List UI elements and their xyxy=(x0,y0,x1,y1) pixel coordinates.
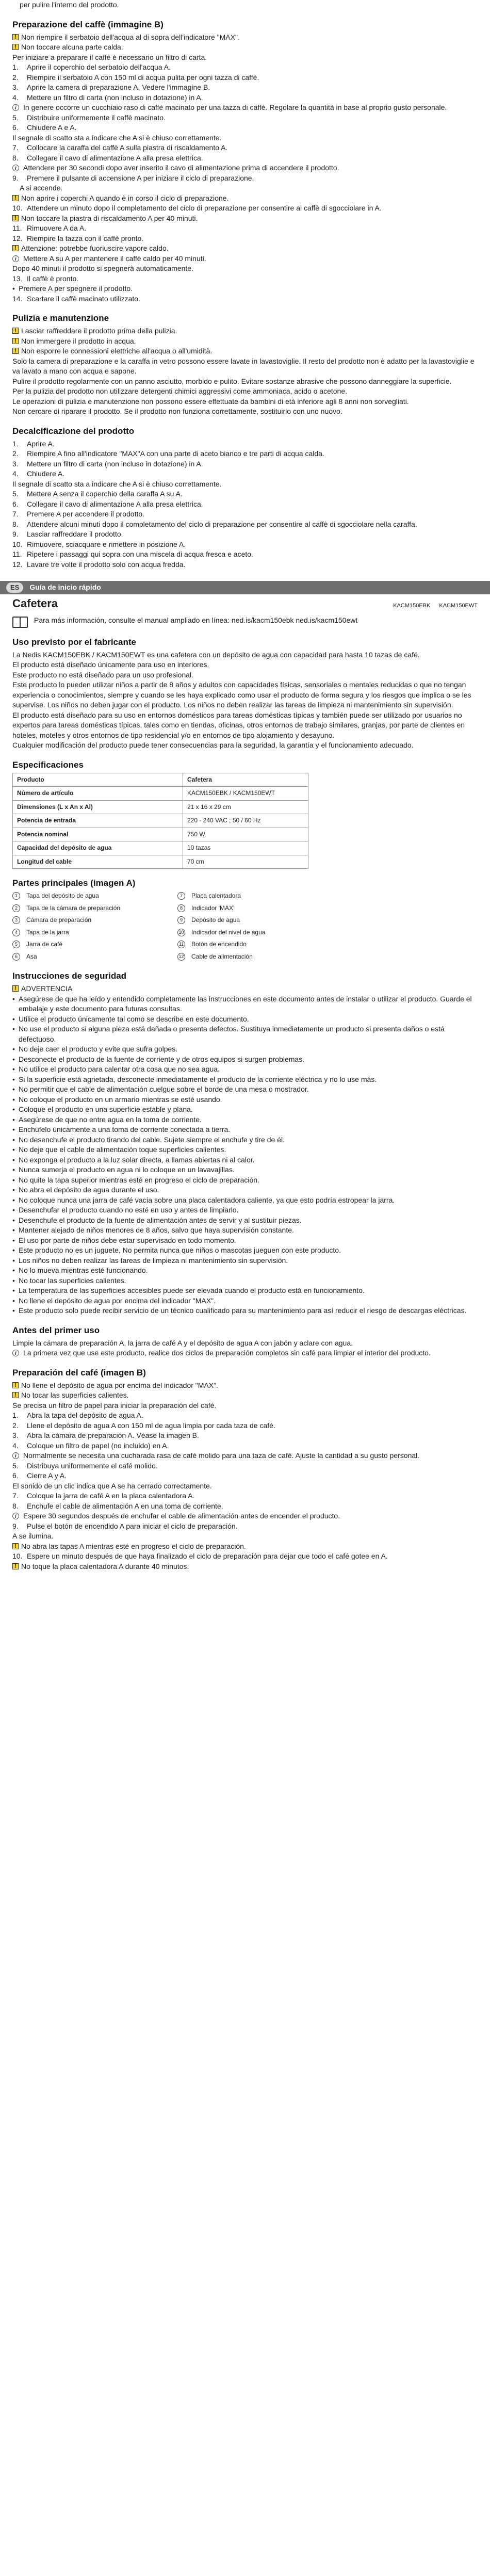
step-item: 1. Aprire il coperchio del serbatoio dell'acqua A. xyxy=(12,63,171,71)
step-item: 3. Mettere un filtro di carta (non incluso in dotazione) in A. xyxy=(12,459,203,468)
bullet-dot: • xyxy=(12,1306,15,1315)
safety-bullet-text: No deje que el cable de alimentación toque superficies calientes. xyxy=(19,1145,226,1154)
step-item: 4. Coloque un filtro de papel (no incluido) en A. xyxy=(12,1441,169,1450)
step-item: 12. Lavare tre volte il prodotto solo con acqua fredda. xyxy=(12,560,186,569)
steps-list xyxy=(12,274,478,284)
note-line: i Mettere A su A per mantenere il caffè caldo per 40 minuti. xyxy=(12,254,478,264)
step-item: 2. Llene el depósito de agua A con 150 ml de agua limpia por cada taza de café. xyxy=(12,1421,275,1430)
step-item: 8. Enchufe el cable de alimentación A en una toma de corriente. xyxy=(12,1501,223,1510)
info-icon xyxy=(12,104,19,111)
table-row: Potencia nominal 750 W xyxy=(13,828,308,841)
warning-icon xyxy=(12,1563,19,1569)
paragraph: Non cercare di riparare il prodotto. Se il prodotto non funziona correttamente, sostituirlo con uno nuovo. xyxy=(12,407,342,415)
bullet-dot: • xyxy=(12,1186,15,1194)
warning-icon xyxy=(12,1392,19,1398)
steps-list xyxy=(12,1461,478,1481)
paragraph: Solo la camera di preparazione e la caraffa in vetro possono essere lavate in lavastoviglie. Il resto del prodotto non è adatto per la lavastoviglie e va lavato a mano con acqua e sapone. xyxy=(12,357,475,375)
safety-bullet-text: Desconecte el producto de la fuente de corriente y de otros equipos si surgen problemas. xyxy=(19,1055,305,1063)
step-item: 5. Distribuire uniformemente il caffè macinato. xyxy=(12,113,166,122)
paragraph: El producto está diseñado para su uso en entornos domésticos para tareas domésticas típicas y también puede ser utilizado por usuarios no expertos para tareas domésticas típicas, tales como en tiendas, oficinas, otros entornos de trabajo similares, granjas, por parte de clientes en hoteles, moteles y otros entornos de tipo residencial y/o en entornos de tipo alojamiento y desayuno. xyxy=(12,710,465,739)
steps-list xyxy=(12,1551,478,1562)
safety-bullet-text: No tocar las superficies calientes. xyxy=(19,1276,126,1285)
step-item: 1. Aprire A. xyxy=(12,439,55,448)
warning-icon xyxy=(12,985,19,992)
paragraph: Limpie la cámara de preparación A, la jarra de café A y el depósito de agua A con jabón y aclare con agua. xyxy=(12,1338,353,1347)
part-item: 11 Botón de encendido xyxy=(177,939,342,950)
steps-list xyxy=(12,294,478,304)
bullet-dot: • xyxy=(12,1025,15,1033)
safety-bullet-text: Asegúrese de que ha leído y entendido completamente las instrucciones en este documento antes de instalar o utilizar el producto. Guarde el embalaje y este documento para futuras consultas. xyxy=(19,994,472,1013)
safety-bullet-item xyxy=(12,1225,478,1236)
step-item: 4. Mettere un filtro di carta (non incluso in dotazione) in A. xyxy=(12,93,203,102)
warning-line: ! Non aprire i coperchi A quando è in corso il ciclo di preparazione. xyxy=(12,193,478,204)
paragraph: Le operazioni di pulizia e manutenzione non possono essere effettuate da bambini di età inferiore agli 8 anni non sorvegliati. xyxy=(12,397,409,406)
bullet-dot: • xyxy=(12,1075,15,1083)
warning-icon xyxy=(12,215,19,221)
steps-list xyxy=(12,489,478,570)
safety-bullet-text: No lo mueva mientras esté funcionando. xyxy=(19,1266,148,1274)
es-parts-title: Partes principales (imagen A) xyxy=(12,878,136,888)
it-descale-title: Decalcificazione del prodotto xyxy=(12,426,135,436)
it-clean-title: Pulizia e manutenzione xyxy=(12,313,109,323)
language-badge: ES xyxy=(6,582,23,593)
product-title: Cafetera xyxy=(12,597,58,610)
warning-line: ! Non toccare la piastra di riscaldamento A per 40 minuti. xyxy=(12,214,478,224)
bullet-dot: • xyxy=(12,1216,15,1224)
safety-bullet-text: Desenchufar el producto cuando no esté en uso y antes de limpiarlo. xyxy=(19,1206,239,1214)
bullet-dot: • xyxy=(12,1165,15,1174)
es-parts-section xyxy=(12,878,478,962)
paragraph: Este producto lo pueden utilizar niños a partir de 8 años y adultos con capacidades físicas, sensoriales o mentales reducidas o que no tengan experiencia o conocimientos, siempre y cuando se les haya explicado como usar el producto de forma segura y los riesgos que implica o se les supervise. Los niños no deben jugar con el producto. Los niños no deben realizar las tareas de limpieza ni mantenimiento sin supervisión. xyxy=(12,681,471,709)
warning-icon xyxy=(12,195,19,201)
safety-bullet-text: No exponga el producto a la luz solar directa, a llamas abiertas ni al calor. xyxy=(19,1155,255,1164)
safety-bullet-text: Coloque el producto en una superficie estable y plana. xyxy=(19,1105,193,1113)
bullet-item: • Premere A per spegnere il prodotto. xyxy=(12,284,133,293)
product-title-row xyxy=(12,596,478,611)
note-line: i Normalmente se necesita una cucharada rasa de café molido para una taza de café. Ajuste la cantidad a su gusto personal. xyxy=(12,1451,478,1461)
safety-bullet-item xyxy=(12,1256,478,1266)
step-item: 7. Coloque la jarra de café A en la placa calentadora A. xyxy=(12,1492,195,1500)
bullet-dot: • xyxy=(12,1195,15,1204)
warning-icon xyxy=(12,348,19,354)
sound-text: Il segnale di scatto sta a indicare che A si è chiuso correttamente. xyxy=(12,479,222,488)
table-row: Número de artículo KACM150EBK / KACM150EWT xyxy=(13,787,308,801)
table-row: Potencia de entrada 220 - 240 VAC ; 50 / 60 Hz xyxy=(13,814,308,828)
step-item: 7. Collocare la caraffa del caffè A sulla piastra di riscaldamento A. xyxy=(12,143,228,152)
safety-bullet-text: Desenchufe el producto de la fuente de alimentación antes de servir y al sustituir piezas. xyxy=(19,1216,302,1224)
safety-bullet-item xyxy=(12,1175,478,1186)
warning-line: ! Attenzione: potrebbe fuoriuscire vapore caldo. xyxy=(12,244,478,254)
safety-bullet-item xyxy=(12,1125,478,1135)
bullet-dot: • xyxy=(12,1145,15,1154)
bullet-dot: • xyxy=(12,1175,15,1184)
it-clean-section xyxy=(12,313,478,417)
page xyxy=(12,0,478,1571)
steps-list xyxy=(12,1491,478,1511)
table-header-row xyxy=(13,773,308,787)
bullet-dot: • xyxy=(12,1276,15,1285)
bullet-dot: • xyxy=(12,1155,15,1164)
bullet-dot: • xyxy=(12,1236,15,1244)
note-line: i Espere 30 segundos después de enchufar el cable de alimentación antes de encender el producto. xyxy=(12,1511,478,1521)
safety-bullet-text: Este producto solo puede recibir servicio de un técnico cualificado para su mantenimiento para así reducir el riesgo de descargas eléctricas. xyxy=(19,1306,467,1315)
warning-label: ! ADVERTENCIA xyxy=(12,984,478,994)
part-item: 1 Tapa del depósito de agua xyxy=(12,891,177,901)
safety-bullet-item xyxy=(12,1165,478,1175)
safety-bullet-text: No permitir que el cable de alimentación cuelgue sobre el borde de una mesa o mostrador. xyxy=(19,1085,309,1093)
step-item: 8. Attendere alcuni minuti dopo il completamento del ciclo di preparazione per consentire al caffè di sgocciolare nella caraffa. xyxy=(12,520,417,528)
safety-bullet-item xyxy=(12,994,478,1014)
safety-bullet-item xyxy=(12,1195,478,1206)
step-continuation: A se ilumina. xyxy=(12,1532,54,1540)
es-safety-section xyxy=(12,970,478,1316)
warning-line: ! No toque la placa calentadora A durante 40 minutos. xyxy=(12,1562,478,1572)
bullet-dot: • xyxy=(12,994,15,1003)
safety-bullet-item xyxy=(12,1276,478,1286)
step-item: 14. Scartare il caffè macinato utilizzato. xyxy=(12,294,140,303)
bullet-dot: • xyxy=(12,1085,15,1093)
step-item: 11. Rimuovere A da A. xyxy=(12,224,87,232)
step-item: 7. Premere A per accendere il prodotto. xyxy=(12,510,145,518)
step-item: 10. Rimuovere, sciacquare e rimettere in posizione A. xyxy=(12,540,186,548)
warning-icon xyxy=(12,328,19,334)
warning-line: ! No llene el depósito de agua por encima del indicador "MAX". xyxy=(12,1381,478,1391)
safety-bullet-item xyxy=(12,1055,478,1065)
bullet-dot: • xyxy=(12,1256,15,1265)
safety-bullet-item xyxy=(12,1266,478,1276)
step-item: 3. Aprire la camera di preparazione A. Vedere l'immagine B. xyxy=(12,83,210,91)
info-icon xyxy=(12,1513,19,1519)
safety-bullet-text: No deje caer el producto y evite que sufra golpes. xyxy=(19,1045,178,1053)
step-item: 13. Il caffè è pronto. xyxy=(12,274,79,283)
bullet-dot: • xyxy=(12,1115,15,1124)
warning-icon xyxy=(12,34,19,40)
it-descale-section xyxy=(12,426,478,570)
safety-bullet-item xyxy=(12,1095,478,1105)
continuation-text: per pulire l'interno del prodotto. xyxy=(20,1,119,9)
steps-list xyxy=(12,1521,478,1532)
safety-bullet-text: No desenchufe el producto tirando del cable. Sujete siempre el enchufe y tire de él. xyxy=(19,1135,285,1144)
manual-note xyxy=(12,615,478,628)
safety-bullet-text: Nunca sumerja el producto en agua ni lo coloque en un lavavajillas. xyxy=(19,1165,235,1174)
part-item: 6 Asa xyxy=(12,952,177,962)
warning-icon xyxy=(12,44,19,50)
es-use-section xyxy=(12,637,478,751)
safety-bullet-text: Este producto no es un juguete. No permita nunca que niños o mascotas jueguen con este producto. xyxy=(19,1246,341,1254)
parts-list xyxy=(12,891,478,962)
safety-bullet-text: No coloque el producto en un armario mientras se esté usando. xyxy=(19,1095,222,1104)
part-item: 2 Tapa de la cámara de preparación xyxy=(12,903,177,914)
safety-bullet-item xyxy=(12,1064,478,1075)
safety-bullet-item xyxy=(12,1115,478,1125)
safety-bullet-text: No quite la tapa superior mientras esté en progreso el ciclo de preparación. xyxy=(19,1175,259,1184)
note-line: i In genere occorre un cucchiaio raso di caffè macinato per una tazza di caffè. Regolare la quantità in base al proprio gusto personale. xyxy=(12,103,478,113)
table-row: Dimensiones (L x An x Al) 21 x 16 x 29 cm xyxy=(13,800,308,814)
es-specs-section xyxy=(12,759,478,869)
safety-bullet-item xyxy=(12,1075,478,1085)
step-item: 10. Attendere un minuto dopo il completamento del ciclo di preparazione per consentire al caffè di sgocciolare in A. xyxy=(12,204,382,212)
es-use-title: Uso previsto por el fabricante xyxy=(12,637,136,647)
safety-bullet-item xyxy=(12,1014,478,1025)
safety-bullet-text: El uso por parte de niños debe estar supervisado en todo momento. xyxy=(19,1236,236,1244)
note-line: i Attendere per 30 secondi dopo aver inserito il cavo di alimentazione prima di accendere il prodotto. xyxy=(12,163,478,173)
safety-bullet-item xyxy=(12,1155,478,1165)
safety-bullet-item xyxy=(12,1135,478,1145)
safety-bullet-item xyxy=(12,1145,478,1155)
bullet-dot: • xyxy=(12,1125,15,1133)
bullet-dot: • xyxy=(12,1135,15,1144)
bullet-dot: • xyxy=(12,1246,15,1254)
step-item: 9. Lasciar raffreddare il prodotto. xyxy=(12,530,123,538)
it-brew-section xyxy=(12,19,478,304)
bullet-dot: • xyxy=(12,1045,15,1053)
steps-list xyxy=(12,173,478,184)
bullet-dot: • xyxy=(12,1105,15,1113)
step-item: 2. Riempire il serbatoio A con 150 ml di acqua pulita per ogni tazza di caffè. xyxy=(12,73,259,82)
part-item: 10 Indicador del nivel de agua xyxy=(177,928,342,938)
step-item: 5. Mettere A senza il coperchio della caraffa A su A. xyxy=(12,490,183,498)
product-codes xyxy=(386,601,478,611)
part-item: 3 Cámara de preparación xyxy=(12,915,177,926)
safety-bullet-item xyxy=(12,1296,478,1306)
safety-bullet-text: Si la superficie está agrietada, desconecte inmediatamente el producto de la corriente eléctrica y no lo use más. xyxy=(19,1075,377,1083)
safety-bullet-item xyxy=(12,1084,478,1095)
safety-bullet-text: Los niños no deben realizar las tareas de limpieza ni mantenimiento sin supervisión. xyxy=(19,1256,288,1265)
intro-text: Per iniziare a preparare il caffè è necessario un filtro di carta. xyxy=(12,53,207,61)
part-item: 5 Jarra de café xyxy=(12,939,177,950)
step-item: 4. Chiudere A. xyxy=(12,469,65,478)
bullet-dot: • xyxy=(12,1014,15,1023)
steps-list xyxy=(12,143,478,163)
safety-bullet-item xyxy=(12,1236,478,1246)
es-first-use-section xyxy=(12,1325,478,1358)
step-item: 2. Riempire A fino all'indicatore "MAX"A con una parte di aceto bianco e tre parti di acqua calda. xyxy=(12,449,324,458)
product-code: KACM150EBK xyxy=(393,603,431,609)
sound-text: Il segnale di scatto sta a indicare che A si è chiuso correttamente. xyxy=(12,133,222,142)
warning-line: ! Lasciar raffreddare il prodotto prima della pulizia. xyxy=(12,326,478,336)
warning-line: ! No abra las tapas A mientras esté en progreso el ciclo de preparación. xyxy=(12,1542,478,1552)
specs-table xyxy=(12,773,308,869)
steps-list xyxy=(12,1411,478,1451)
safety-bullet-item xyxy=(12,1205,478,1216)
paragraph: La Nedis KACM150EBK / KACM150EWT es una cafetera con un depósito de agua con capacidad para hasta 10 tazas de café. xyxy=(12,650,420,659)
bullet-dot: • xyxy=(12,1266,15,1274)
safety-bullet-text: Enchúfelo únicamente a una toma de corriente conectada a tierra. xyxy=(19,1125,231,1133)
part-item: 8 Indicador 'MAX' xyxy=(177,903,342,914)
bullet-dot: • xyxy=(12,1065,15,1073)
info-icon xyxy=(12,1350,19,1356)
safety-bullet-item xyxy=(12,1185,478,1195)
step-item: 11. Ripetere i passaggi qui sopra con una miscela di acqua fresca e aceto. xyxy=(12,550,253,558)
step-item: 6. Cierre A y A. xyxy=(12,1471,67,1480)
step-continuation: A si accende. xyxy=(20,184,63,192)
safety-bullet-text: Mantener alejado de niños menores de 8 años, salvo que haya supervisión constante. xyxy=(19,1226,294,1234)
step-item: 9. Pulse el botón de encendido A para iniciar el ciclo de preparación. xyxy=(12,1521,238,1530)
warning-line: ! Non riempire il serbatoio dell'acqua al di sopra dell'indicatore "MAX". xyxy=(12,33,478,43)
sound-text: El sonido de un clic indica que A se ha cerrado correctamente. xyxy=(12,1481,212,1490)
bullet-dot: • xyxy=(12,1296,15,1305)
safety-bullet-item xyxy=(12,1024,478,1044)
paragraph: Pulire il prodotto regolarmente con un panno asciutto, morbido e pulito. Evitare sostanze abrasive che possono danneggiare la superficie. xyxy=(12,377,452,385)
safety-bullet-text: La temperatura de las superficies accesibles puede ser elevada cuando el producto está en funcionamiento. xyxy=(19,1286,365,1294)
bullet-dot: • xyxy=(12,1226,15,1234)
es-first-title: Antes del primer uso xyxy=(12,1325,100,1335)
steps-list xyxy=(12,62,478,103)
auto-off-text: Dopo 40 minuti il prodotto si spegnerà automaticamente. xyxy=(12,264,193,272)
safety-bullet-item xyxy=(12,1216,478,1226)
product-code: KACM150EWT xyxy=(439,603,478,609)
safety-bullet-item xyxy=(12,1245,478,1256)
safety-bullet-item xyxy=(12,1044,478,1055)
steps-list xyxy=(12,439,478,479)
safety-list xyxy=(12,994,478,1316)
step-item: 9. Premere il pulsante di accensione A per iniziare il ciclo di preparazione. xyxy=(12,173,254,182)
bullet-dot: • xyxy=(12,1206,15,1214)
table-row: Longitud del cable 70 cm xyxy=(13,855,308,869)
step-item: 8. Collegare il cavo di alimentazione A alla presa elettrica. xyxy=(12,153,203,162)
safety-bullet-text: Utilice el producto únicamente tal como se describe en este documento. xyxy=(19,1014,249,1023)
step-item: 3. Abra la cámara de preparación A. Véase la imagen B. xyxy=(12,1431,199,1439)
safety-bullet-text: No use el producto si alguna pieza está dañada o presenta defectos. Sustituya inmediatamente un producto si presenta daños o está defectuoso. xyxy=(19,1025,445,1043)
safety-bullet-text: No coloque nunca una jarra de café vacía sobre una placa calentadora caliente, ya que esto podría estropear la jarra. xyxy=(19,1195,395,1204)
info-icon xyxy=(12,1452,19,1459)
safety-bullet-text: No abra el depósito de agua durante el uso. xyxy=(19,1186,159,1194)
es-safety-title: Instrucciones de seguridad xyxy=(12,971,127,981)
steps-list xyxy=(12,113,478,133)
info-icon xyxy=(12,165,19,171)
step-item: 5. Distribuya uniformemente el café molido. xyxy=(12,1461,158,1470)
step-item: 12. Riempire la tazza con il caffè pronto. xyxy=(12,234,144,242)
steps-list xyxy=(12,203,478,214)
es-brew-title: Preparación del café (imagen B) xyxy=(12,1367,146,1378)
paragraph: El producto está diseñado únicamente para uso en interiores. xyxy=(12,660,209,669)
note-line: i La primera vez que use este producto, realice dos ciclos de preparación completos sin café para limpiar el interior del producto. xyxy=(12,1348,478,1358)
step-item: 6. Chiudere A e A. xyxy=(12,123,77,132)
bullet-dot: • xyxy=(12,1286,15,1294)
bullet-dot: • xyxy=(12,1055,15,1063)
manual-book-icon xyxy=(12,617,28,628)
es-specs-title: Especificaciones xyxy=(12,759,84,770)
table-header-cell: Cafetera xyxy=(183,773,308,787)
language-section-bar xyxy=(0,581,490,594)
safety-bullet-text: No utilice el producto para calentar otra cosa que no sea agua. xyxy=(19,1065,220,1073)
paragraph: Cualquier modificación del producto puede tener consecuencias para la seguridad, la garantía y el funcionamiento adecuado. xyxy=(12,741,414,749)
warning-line: ! Non toccare alcuna parte calda. xyxy=(12,42,478,53)
safety-bullet-item xyxy=(12,1286,478,1296)
table-header-cell: Producto xyxy=(13,773,183,787)
language-section-title: Guía de inicio rápido xyxy=(29,583,101,592)
warning-line: ! Non immergere il prodotto in acqua. xyxy=(12,336,478,347)
safety-bullet-item xyxy=(12,1105,478,1115)
warning-icon xyxy=(12,1382,19,1388)
paragraph: Per la pulizia del prodotto non utilizzare detergenti chimici aggressivi come ammoniaca, acido o acetone. xyxy=(12,387,348,395)
bullet-dot: • xyxy=(12,1095,15,1104)
es-brew-section xyxy=(12,1367,478,1572)
warning-icon xyxy=(12,1543,19,1549)
manual-note-text: Para más información, consulte el manual ampliado en línea: ned.is/kacm150ebk ned.is/kacm150ewt xyxy=(34,615,358,624)
it-brew-title: Preparazione del caffè (immagine B) xyxy=(12,19,164,29)
part-item: 12 Cable de alimentación xyxy=(177,952,342,962)
step-item: 6. Collegare il cavo di alimentazione A alla presa elettrica. xyxy=(12,499,203,508)
paragraph: Este producto no está diseñado para un uso profesional. xyxy=(12,670,194,679)
part-item: 7 Placa calentadora xyxy=(177,891,342,901)
info-icon xyxy=(12,255,19,262)
intro-text: Se precisa un filtro de papel para iniciar la preparación del café. xyxy=(12,1401,217,1409)
safety-bullet-item xyxy=(12,1306,478,1316)
steps-list xyxy=(12,223,478,244)
warning-line: ! No tocar las superficies calientes. xyxy=(12,1390,478,1401)
part-item: 9 Depósito de agua xyxy=(177,915,342,926)
warning-icon xyxy=(12,338,19,344)
safety-bullet-text: No llene el depósito de agua por encima del indicador "MAX". xyxy=(19,1296,216,1305)
table-row: Capacidad del depósito de agua 10 tazas xyxy=(13,841,308,855)
warning-line: ! Non esporre le connessioni elettriche all'acqua o all'umidità. xyxy=(12,346,478,357)
part-item: 4 Tapa de la jarra xyxy=(12,928,177,938)
safety-bullet-text: Asegúrese de que no entre agua en la toma de corriente. xyxy=(19,1115,202,1124)
step-item: 10. Espere un minuto después de que haya finalizado el ciclo de preparación para dejar que todo el café gotee en A. xyxy=(12,1552,388,1560)
warning-icon xyxy=(12,245,19,251)
step-item: 1. Abra la tapa del depósito de agua A. xyxy=(12,1411,143,1419)
